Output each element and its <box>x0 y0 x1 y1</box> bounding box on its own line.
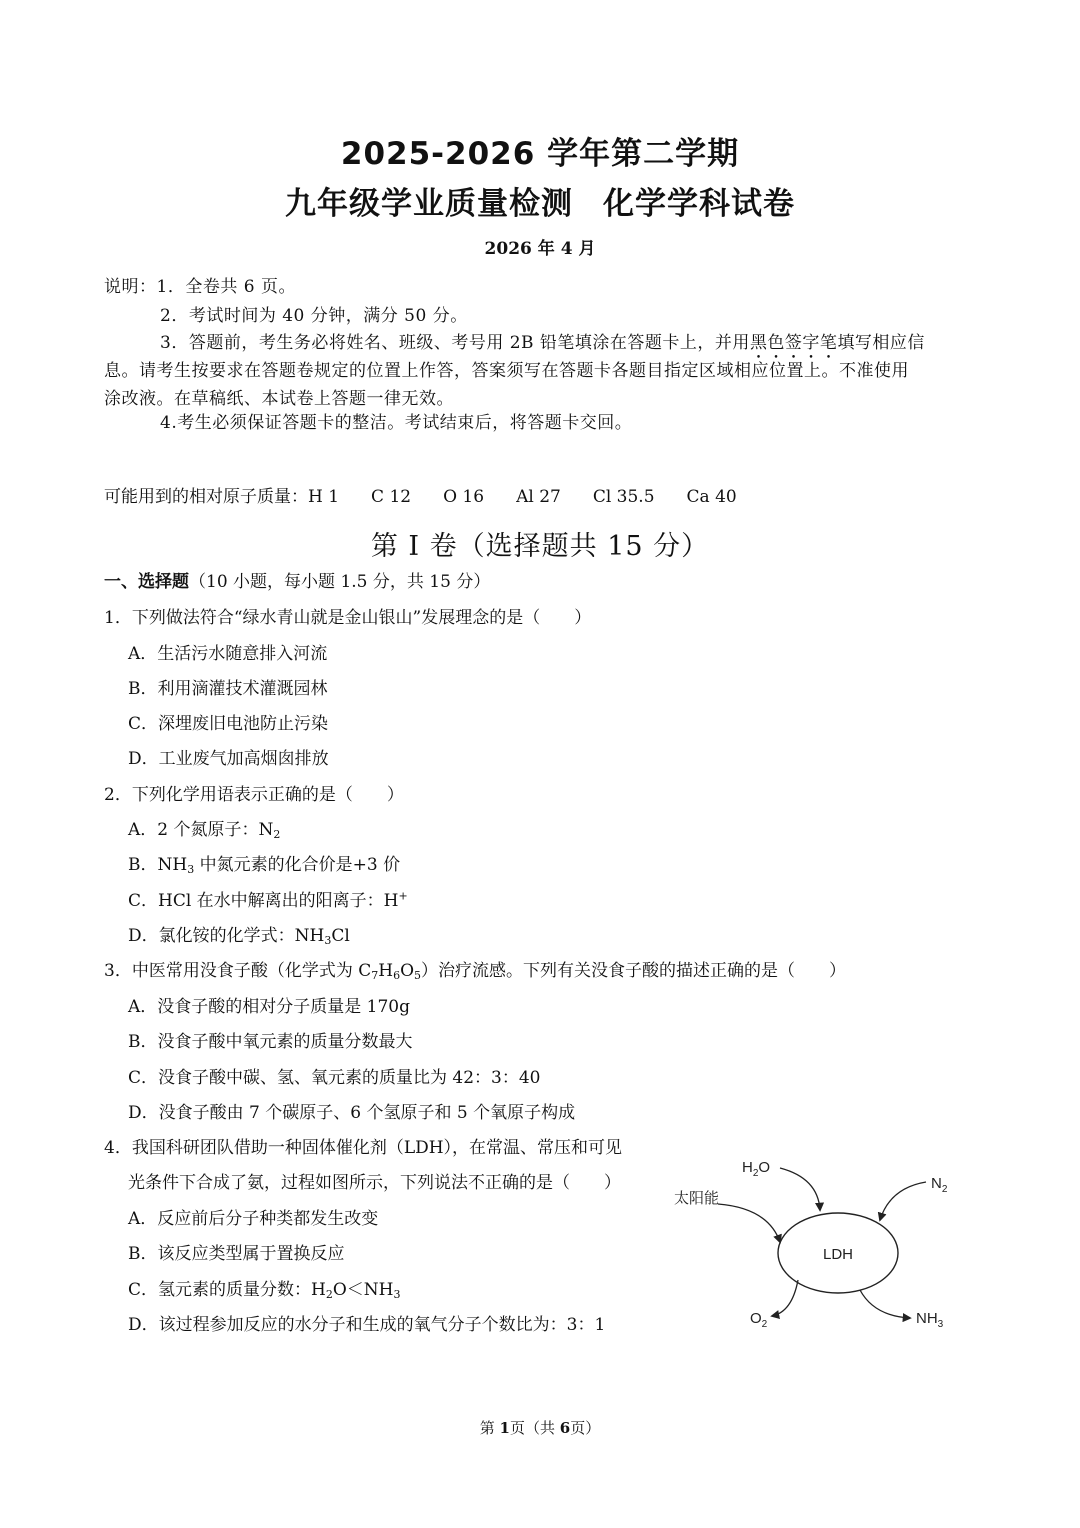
nh3-label: $NH_3$ <box>916 1310 944 1330</box>
instruction-3: 3．答题前，考生务必将姓名、班级、考号用 2B 铅笔填涂在答题卡上，并用黑色签字笔填写相应信 <box>160 333 925 353</box>
h2o-arrow <box>780 1168 820 1210</box>
question-3-option-d: D．没食子酸由 7 个碳原子、6 个氢原子和 5 个氧原子构成 <box>128 1103 576 1123</box>
reaction-diagram <box>660 1140 980 1350</box>
question-1-option-d: D．工业废气加高烟囱排放 <box>128 749 329 769</box>
question-3-option-a: A．没食子酸的相对分子质量是 170g <box>128 997 411 1017</box>
instruction-2: 2．考试时间为 40 分钟，满分 50 分。 <box>160 306 468 326</box>
n2-arrow <box>880 1182 926 1220</box>
exam-title-subject: 化学学科试卷 <box>603 186 795 222</box>
question-4-option-a: A．反应前后分子种类都发生改变 <box>128 1209 379 1229</box>
question-4-option-b: B．该反应类型属于置换反应 <box>128 1244 345 1264</box>
solar-energy-label: 太阳能 <box>674 1190 720 1207</box>
page-footer: 第 1页（共 6页） <box>479 1419 601 1437</box>
question-2-stem: 2．下列化学用语表示正确的是（ ） <box>104 785 404 805</box>
question-1-stem: 1．下列做法符合“绿水青山就是金山银山”发展理念的是（ ） <box>104 608 592 628</box>
question-4-option-d: D．该过程参加反应的水分子和生成的氧气分子个数比为：3：1 <box>128 1315 606 1335</box>
exam-title-line1: 2025-2026 学年第二学期 <box>340 136 740 172</box>
o2-arrow <box>772 1280 798 1316</box>
question-2-option-a: A．2 个氮原子：$N_2$ <box>128 820 281 841</box>
instruction-3-cont2: 涂改液。在草稿纸、本试卷上答题一律无效。 <box>104 389 454 409</box>
emphasis-black-pen: 黑色签字笔 <box>749 333 838 353</box>
atomic-masses: 可能用到的相对原子质量：H 1 C 12 O 16 Al 27 Cl 35.5 Ca 40 <box>104 487 737 507</box>
exam-date: 2026 年 4 月 <box>484 239 596 259</box>
question-2-option-d: D．氯化铵的化学式：$NH_3Cl$ <box>128 926 350 947</box>
question-4-stem-line2: 光条件下合成了氨，过程如图所示，下列说法不正确的是（ ） <box>128 1173 621 1193</box>
question-4-option-c: C．氢元素的质量分数：$H_2O<NH_3$ <box>128 1280 401 1301</box>
question-3-stem: 3．中医常用没食子酸（化学式为 $C_7H_6O_5$）治疗流感。下列有关没食子酸的描述正确的是（ ） <box>104 961 846 982</box>
part-heading: 一、选择题（10 小题，每小题 1.5 分，共 15 分） <box>104 572 491 592</box>
question-2-option-c: C．HCl 在水中解离出的阳离子：H+ <box>128 889 408 911</box>
ldh-label: LDH <box>822 1246 854 1263</box>
h2o-label: $H_2O$ <box>742 1159 771 1179</box>
page-number: 1 <box>499 1419 510 1437</box>
question-4-stem-line1: 4．我国科研团队借助一种固体催化剂（LDH），在常温、常压和可见 <box>104 1138 623 1158</box>
page-total: 6 <box>559 1419 571 1437</box>
instruction-3-cont: 息。请考生按要求在答题卷规定的位置上作答，答案须写在答题卡各题目指定区域相应位置上。不准使用 <box>104 361 909 381</box>
o2-label: $O_2$ <box>750 1310 768 1330</box>
n2-label: $N_2$ <box>931 1175 948 1195</box>
solar-arrow <box>718 1204 780 1242</box>
exam-title-line2 <box>0 178 1080 223</box>
question-3-option-c: C．没食子酸中碳、氢、氧元素的质量比为 42：3：40 <box>128 1068 541 1088</box>
section-title: 第 I 卷（选择题共 15 分） <box>370 531 710 562</box>
instruction-1: 说明：1．全卷共 6 页。 <box>104 277 296 297</box>
nh3-arrow <box>860 1290 910 1318</box>
instruction-4: 4.考生必须保证答题卡的整洁。考试结束后，将答题卡交回。 <box>160 413 633 433</box>
question-1-option-a: A．生活污水随意排入河流 <box>128 644 328 664</box>
question-1-option-c: C．深埋废旧电池防止污染 <box>128 714 329 734</box>
question-2-option-b: B．$NH_3$ 中氮元素的化合价是+3 价 <box>128 855 401 876</box>
exam-title-grade: 九年级学业质量检测 <box>285 186 573 222</box>
question-1-option-b: B．利用滴灌技术灌溉园林 <box>128 679 328 699</box>
question-3-option-b: B．没食子酸中氧元素的质量分数最大 <box>128 1032 413 1052</box>
